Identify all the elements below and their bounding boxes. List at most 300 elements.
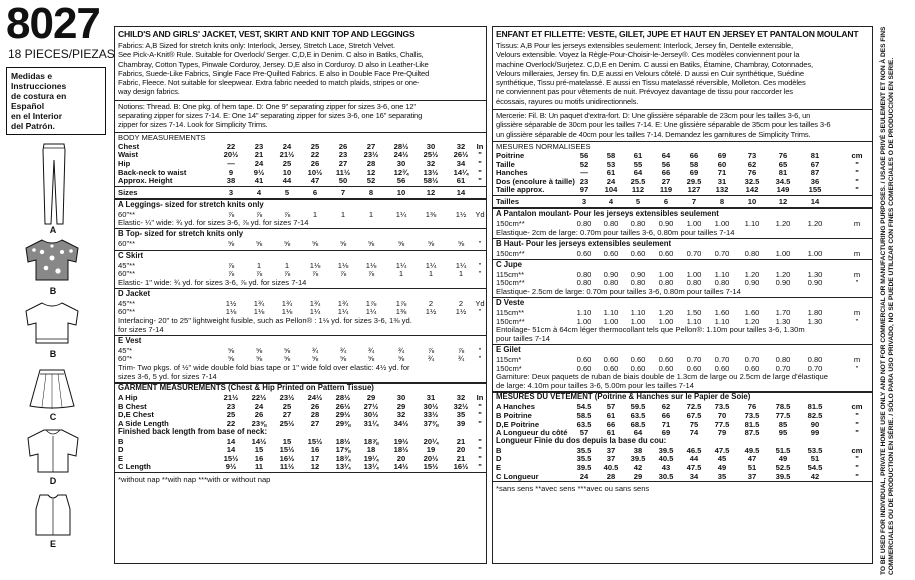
garment-measurement-row-cell: 25½ <box>279 418 295 428</box>
yardage-row-cell: 1.10 <box>714 316 730 326</box>
body-measurement-row-cell: 31 <box>717 176 727 186</box>
body-measurement-row-cell: 23 <box>254 141 264 151</box>
yardage-row-cell: 0.60 <box>576 355 592 364</box>
yardage-row-label: 150cm** <box>496 278 525 288</box>
tissus-text-line: machine Overlock/Surjetez. C,D,E en Denim. C aussi en Batiks, Étamine, Chambray, Cotonnades, <box>496 59 813 69</box>
finished-length-row-cell: 47.5 <box>714 445 730 455</box>
size-cell: 8 <box>368 187 374 197</box>
yardage-row-cell: 1.60 <box>714 308 730 318</box>
yardage-row-cell: 0.70 <box>686 248 702 258</box>
fabrics-text-line: Fabrics, Suede-Like Fabrics, Single Face Pre-Quilted Fabrics. E also in Double Face Pre-Quilted <box>118 68 430 78</box>
body-measurement-row-label: Waist <box>118 150 138 160</box>
yardage-row-label: 45"* <box>118 345 133 355</box>
garment-measurement-row-cell: 59.5 <box>630 402 646 412</box>
finished-length-row-cell: 37 <box>606 445 616 455</box>
finished-length-row-cell: 17 <box>310 453 320 463</box>
garment-measurement-row-cell: 73.5 <box>714 402 730 412</box>
yardage-row-cell: ⅝ <box>339 354 347 364</box>
body-measurement-row-cell: 12¾ <box>393 167 409 177</box>
body-measurements-title: MESURES NORMALISEES <box>496 142 591 151</box>
body-measurement-row-cell: 61 <box>633 151 643 160</box>
yardage-row-cell: 1¼ <box>395 209 407 219</box>
body-measurement-row-label: Back-neck to waist <box>118 167 187 177</box>
divider <box>115 186 486 187</box>
garment-measurement-row-cell: 75 <box>689 419 699 429</box>
garment-measurement-row-cell: 31¼ <box>363 418 379 428</box>
garment-measurement-row-cell: 66 <box>606 419 616 429</box>
yardage-row-cell: 0.70 <box>714 248 730 258</box>
yardage-row-label: 115cm* <box>496 355 522 364</box>
body-measurement-row-unit: " <box>478 158 482 168</box>
finished-length-row-cell: 19¼ <box>363 453 379 463</box>
body-measurement-row-cell: 76 <box>778 151 788 160</box>
yardage-row-cell: 1.20 <box>775 269 791 279</box>
yardage-row-unit: m <box>853 355 861 364</box>
yardage-row-cell: 0.60 <box>744 363 760 373</box>
yardage-row-cell: ⅝ <box>255 239 263 249</box>
garment-measurement-row-cell: 81.5 <box>807 402 823 412</box>
garment-measurement-row-cell: 54.5 <box>576 402 592 412</box>
yardage-section-head: A Leggings- sized for stretch knits only <box>118 199 264 209</box>
view-label: B <box>49 349 57 359</box>
body-measurement-row-cell: 27 <box>338 158 348 168</box>
yardage-row-cell: 1⅛ <box>337 260 349 270</box>
finished-length-row-cell: 43 <box>661 463 671 472</box>
yardage-row-cell: ⅞ <box>283 209 291 219</box>
yardage-row-cell: 1.10 <box>603 308 619 318</box>
body-measurement-row-cell: 64 <box>633 168 643 178</box>
yardage-row-unit: " <box>478 239 482 249</box>
body-measurement-row-cell: 81 <box>778 168 788 178</box>
size-cell: 5 <box>635 197 641 206</box>
garment-measurement-row-cell: 66 <box>661 411 671 420</box>
yardage-row-cell: 1.80 <box>807 308 823 318</box>
yardage-row-cell: 1¾ <box>281 298 293 308</box>
finished-length-row-cell: 18½ <box>393 445 409 455</box>
garment-measurement-row-cell: 30½ <box>363 410 379 420</box>
yardage-note: Elastic- ¼" wide: ¾ yd. for sizes 3-6, ⅞ yd. for sizes 7-14 <box>118 218 309 228</box>
size-cell: 4 <box>608 197 614 206</box>
garment-measurement-row-cell: 87.5 <box>744 428 760 438</box>
mercerie-text-line: glissière séparable de 30cm pour les tailles 7-14. E: Une glissière séparable de 35cm pour les tailles 3-6 <box>496 120 831 130</box>
garment-measurement-row-cell: 29 <box>396 401 406 411</box>
body-measurement-row-cell: 56 <box>661 159 671 169</box>
yardage-row-cell: 0.60 <box>714 363 730 373</box>
yardage-row-cell: ⅞ <box>339 269 347 279</box>
yardage-row-cell: 1⅛ <box>365 260 377 270</box>
yardage-row-cell: 0.80 <box>603 219 619 228</box>
yardage-section-head: B Top- sized for stretch knits only <box>118 229 244 239</box>
body-measurement-row-cell: 30 <box>396 158 406 168</box>
divider <box>115 288 486 289</box>
body-measurement-row-cell: 9½ <box>253 167 265 177</box>
mercerie-text-line: Mercerie: Fil. B: Un paquet d'extra-fort. D: Une glissière séparable de 23cm pour les tailles 3-6, un <box>496 111 811 121</box>
yardage-row-cell: 1.00 <box>686 219 702 228</box>
body-measurement-row-cell: 97 <box>579 185 589 195</box>
yardage-row-cell: 1½ <box>455 307 467 317</box>
body-measurement-row-cell: 65 <box>778 159 788 169</box>
spanish-note-box <box>6 67 106 135</box>
garment-measurement-row-cell: 78.5 <box>775 402 791 412</box>
yardage-row-cell: 1⅛ <box>309 260 321 270</box>
garment-measurement-row-cell: 61 <box>606 411 616 420</box>
garment-measurement-row-unit: In <box>476 393 484 403</box>
body-measurement-row-cell: 66 <box>689 151 699 160</box>
body-measurement-row-cell: 26½ <box>453 150 469 160</box>
divider <box>493 481 872 482</box>
body-measurement-row-cell: 24½ <box>393 150 409 160</box>
pattern-number: 8027 <box>6 0 100 48</box>
yardage-row-cell: 1.20 <box>744 316 760 326</box>
yardage-row-cell: 1.70 <box>775 308 791 318</box>
sizes-label: Tailles <box>496 197 520 206</box>
yardage-note: Interfacing- 20" to 25" lightweight fusible, such as Pellon® : 1⅛ yd. for sizes 3-6, 1⅜ yd. <box>118 316 412 325</box>
finished-length-row-cell: 14 <box>226 445 236 455</box>
body-measurement-row-cell: 69 <box>717 151 727 160</box>
finished-length-label: Finished back length from base of neck: <box>118 426 268 436</box>
fabrics-text-line: See Pick-A-Knit® Rule. Suitable for Overlock/ Serger. C,D,E in Denim. C also in Batiks, Challis, <box>118 50 424 60</box>
body-measurement-row-cell: 132 <box>715 185 729 195</box>
finished-length-row-cell: 51.5 <box>775 445 791 455</box>
finished-length-row-cell: 11 <box>254 462 264 472</box>
body-measurement-row-cell: 44 <box>282 176 292 186</box>
yardage-row-unit: Yd <box>475 298 485 308</box>
yardage-row-cell: 1 <box>256 260 262 270</box>
yardage-row-cell: ⅝ <box>397 354 405 364</box>
yardage-row-cell: 1.20 <box>775 219 791 228</box>
body-measurement-row-cell: 24 <box>606 176 616 186</box>
yardage-row-cell: 1.00 <box>714 219 730 228</box>
finished-length-row-cell: 20 <box>456 445 466 455</box>
yardage-note: Elastique- 2.5cm de large: 0.70m pour tailles 3-6, 0.80m pour tailles 7-14 <box>496 287 741 296</box>
body-measurement-row-unit: " <box>478 167 482 177</box>
body-measurement-row-cell: — <box>227 158 235 168</box>
yardage-row-cell: 1¼ <box>337 307 349 317</box>
size-cell: 10 <box>396 187 406 197</box>
body-measurement-row-cell: 62 <box>747 159 757 169</box>
yardage-row-cell: ⅝ <box>339 239 347 249</box>
size-cell: 8 <box>719 197 725 206</box>
garment-measurement-row-unit: " <box>855 411 859 420</box>
yardage-row-cell: 1.00 <box>658 269 674 279</box>
fabrics-text <box>118 41 429 97</box>
yardage-section-head: C Skirt <box>118 250 144 260</box>
body-measurement-row-cell: 21½ <box>279 150 295 160</box>
size-cell: 6 <box>663 197 669 206</box>
garment-measurement-row-cell: 62 <box>661 402 671 412</box>
finished-length-row-cell: 30.5 <box>658 471 674 481</box>
yardage-row-cell: 0.70 <box>744 355 760 364</box>
yardage-row-cell: 1 <box>340 209 346 219</box>
yardage-row-cell: 1⅜ <box>425 209 437 219</box>
view-label: C <box>49 412 57 422</box>
finished-length-row-cell: 44 <box>689 454 699 464</box>
finished-length-row-cell: 39.5 <box>658 445 674 455</box>
body-measurement-row-cell: 52 <box>579 159 589 169</box>
yardage-row-label: 115cm** <box>496 269 525 279</box>
garment-measurement-row-unit: " <box>855 428 859 438</box>
yardage-row-cell: 0.80 <box>576 219 592 228</box>
body-measurement-row-cell: 25 <box>310 141 320 151</box>
body-measurement-row-cell: 155 <box>808 185 822 195</box>
yardage-note: Elastique- 2cm de large: 0.70m pour tailles 3-6, 0.80m pour tailles 7-14 <box>496 227 735 237</box>
yardage-row-cell: 1.10 <box>686 316 702 326</box>
yardage-row-cell: ⅝ <box>283 345 291 355</box>
body-measurement-row-unit: " <box>855 159 859 169</box>
finished-length-row-cell: 51 <box>810 454 820 464</box>
yardage-row-label: 60"* <box>118 354 133 364</box>
yardage-row-cell: 0.60 <box>686 363 702 373</box>
garment-measurement-row-cell: 32 <box>396 410 406 420</box>
notions-text-line: zipper for sizes 7-14. Look for Simplicity Trims. <box>118 120 268 130</box>
finished-length-row-cell: 53.5 <box>807 445 823 455</box>
finished-length-row-cell: 21 <box>456 453 466 463</box>
finished-length-row-cell: 16½ <box>453 462 469 472</box>
yardage-row-cell: ⅞ <box>367 269 375 279</box>
yardage-row-cell: ⅝ <box>311 354 319 364</box>
yardage-row-cell: 1.00 <box>775 248 791 258</box>
finished-length-row-cell: 15½ <box>279 445 295 455</box>
garment-measurement-row-cell: 79 <box>717 428 727 438</box>
finished-length-row-label: C Longueur <box>496 471 539 481</box>
size-cell: 3 <box>228 187 234 197</box>
body-measurement-row <box>118 176 483 185</box>
yardage-row-cell: 1.00 <box>630 316 646 326</box>
garment-measurement-row-cell: 25 <box>282 401 292 411</box>
yardage-row-cell: 1 <box>458 269 464 279</box>
yardage-row-cell: ⅞ <box>311 269 319 279</box>
yardage-row-unit: " <box>478 269 482 279</box>
finished-length-row-cell: 42 <box>810 471 820 481</box>
spanish-note-line: Medidas e Instrucciones <box>11 71 67 92</box>
yardage-note: sizes 3-6, 5 yd. for sizes 7-14 <box>118 371 217 381</box>
yardage-row-cell: 1½ <box>455 209 467 219</box>
yardage-section-head: A Pantalon moulant- Pour les jerseys extensibles seulement <box>496 209 719 218</box>
yardage-row-cell: 1.20 <box>658 308 674 318</box>
size-cell: 14 <box>810 197 820 206</box>
body-measurement-row-cell: 149 <box>776 185 790 195</box>
yardage-row-label: 150cm* <box>496 363 522 373</box>
garment-measurement-row-cell: 30½ <box>423 401 439 411</box>
body-measurement-row-cell: — <box>580 168 588 178</box>
yardage-row-cell: 0.70 <box>775 363 791 373</box>
yardage-row-cell: 0.60 <box>630 363 646 373</box>
garment-measurement-row-cell: 27 <box>310 418 320 428</box>
body-measurement-row-cell: 58½ <box>423 176 439 186</box>
yardage-row-label: 115cm** <box>496 308 525 318</box>
yardage-note: Elastic- 1" wide: ¾ yd. for sizes 3-6, ⅞ yd. for sizes 7-14 <box>118 277 307 287</box>
body-measurement-row-cell: 12 <box>366 167 376 177</box>
divider <box>493 195 872 196</box>
yardage-row-cell: ⅞ <box>255 209 263 219</box>
finished-length-row-cell: 46.5 <box>686 445 702 455</box>
yardage-row-cell: 1.10 <box>714 269 730 279</box>
finished-length-row-cell: 39.5 <box>775 471 791 481</box>
yardage-row-cell: 1.60 <box>744 308 760 318</box>
garment-measurement-row-cell: 22 <box>226 418 236 428</box>
yardage-section-head: E Gilet <box>496 345 521 354</box>
yardage-row-cell: 0.70 <box>807 363 823 373</box>
body-measurement-row-cell: 23½ <box>363 150 379 160</box>
garment-measurement-row-cell: 30 <box>396 393 406 403</box>
body-measurement-row-cell: 127 <box>687 185 701 195</box>
finished-length-row-cell: 39.5 <box>630 454 646 464</box>
finished-length-row-cell: 49.5 <box>744 445 760 455</box>
body-measurement-row-label: Dos (encolure à taille) <box>496 176 575 186</box>
yardage-row-cell: 0.60 <box>658 363 674 373</box>
yardage-row-cell: ¾ <box>397 345 405 355</box>
yardage-row-cell: 0.80 <box>576 269 592 279</box>
body-measurement-row-cell: 10 <box>282 167 292 177</box>
garment-measurement-row-cell: 99 <box>810 428 820 438</box>
body-measurement-row-cell: 61 <box>606 168 616 178</box>
garment-measurement-row-cell: 27 <box>282 410 292 420</box>
yardage-row-cell: 0.80 <box>686 278 702 288</box>
yardage-row-cell: ⅞ <box>457 345 465 355</box>
yardage-row-cell: 0.60 <box>658 355 674 364</box>
body-measurement-row-cell: 58 <box>606 151 616 160</box>
spanish-note-line: del Patrón. <box>11 121 55 132</box>
tissus-text-line: Tissus: A,B Pour les jerseys extensibles seulement: Interlock, Jersey fin, Dentelle extensible, <box>496 41 793 50</box>
fabrics-text-line: way design fabrics. <box>118 87 180 97</box>
garment-measurement-row-cell: 33½ <box>423 410 439 420</box>
french-panel <box>492 26 873 564</box>
garment-measurement-row-cell: 77.5 <box>714 419 730 429</box>
body-measurement-row-cell: 73 <box>747 151 757 160</box>
garment-measurement-row-cell: 57 <box>606 402 616 412</box>
size-cell: 10 <box>747 197 757 206</box>
yardage-row-cell: 1⅞ <box>395 298 407 308</box>
finished-length-row-cell: 15 <box>282 436 292 446</box>
finished-length-row-cell: 14 <box>226 436 236 446</box>
garment-measurement-row-cell: 28 <box>310 410 320 420</box>
finished-length-row-cell: 17⅝ <box>335 445 351 455</box>
view-b-plain-top-drawing <box>22 301 82 345</box>
garment-measurement-row-cell: 70 <box>717 411 727 420</box>
garment-measurement-row-unit: cm <box>851 402 863 412</box>
yardage-row-label: 150cm** <box>496 248 525 258</box>
garment-measurement-row-cell: 68.5 <box>630 419 646 429</box>
yardage-row-cell: 1.00 <box>686 269 702 279</box>
body-measurement-row-cell: 22 <box>226 141 236 151</box>
garment-measurement-row-unit: " <box>478 418 482 428</box>
yardage-row-cell: 0.70 <box>714 355 730 364</box>
garment-measurement-row-unit: " <box>478 410 482 420</box>
footnote: *sans sens **avec sens ***avec ou sans sens <box>496 484 650 494</box>
body-measurement-row-cell: 9 <box>228 167 234 177</box>
finished-length-row-unit: " <box>855 454 859 464</box>
finished-length-row-cell: 11½ <box>279 462 295 472</box>
body-measurement-row-cell: 56 <box>396 176 406 186</box>
garment-measurement-row-unit: " <box>478 401 482 411</box>
body-measurement-row-cell: 23 <box>338 150 348 160</box>
yardage-section-head: B Haut- Pour les jerseys extensibles seulement <box>496 238 672 248</box>
garment-measurement-row-cell: 85 <box>778 419 788 429</box>
yardage-row-cell: ¾ <box>457 354 465 364</box>
body-measurement-row-cell: 11½ <box>335 167 351 177</box>
garment-measurement-row-cell: 26 <box>310 401 320 411</box>
finished-length-row-cell: 28 <box>606 471 616 481</box>
garment-measurement-row-cell: 58.5 <box>576 411 592 420</box>
yardage-note: Trim- Two pkgs. of ½" wide double fold bias tape or 1" wide fold over elastic: 4½ yd. for <box>118 362 410 372</box>
garment-measurement-row-label: A Hanches <box>496 402 535 412</box>
body-measurement-row-cell: 71 <box>717 168 727 178</box>
body-measurements-title: BODY MEASUREMENTS <box>118 132 206 142</box>
legal-line: COMMERCIALES OU DE PRODUCTION EN SÉRIE. / SÓLO PARA USO PRIVADO, NO SE PUEDE UTILIZAR CON FINES COMERCIALES O DE PRODUCCIÓN EN SERIE. <box>887 57 895 575</box>
yardage-row-cell: 1¾ <box>253 298 265 308</box>
yardage-row-cell: 0.90 <box>744 278 760 288</box>
yardage-row-unit: " <box>478 260 482 270</box>
body-measurement-row-cell: 25½ <box>423 150 439 160</box>
finished-length-row-cell: 29 <box>633 471 643 481</box>
yardage-row-cell: ¾ <box>311 345 319 355</box>
yardage-row <box>118 239 483 248</box>
finished-length-row-cell: 9½ <box>225 462 237 472</box>
yardage-row-cell: ¾ <box>427 354 435 364</box>
yardage-row-cell: 1½ <box>425 307 437 317</box>
yardage-row-cell: ⅝ <box>255 345 263 355</box>
divider <box>493 259 872 260</box>
yardage-row-cell: ⅝ <box>283 239 291 249</box>
finished-length-row-cell: 19½ <box>393 436 409 446</box>
finished-length-row-unit: " <box>478 445 482 455</box>
body-measurement-row-unit: " <box>855 176 859 186</box>
garment-measurement-row-cell: 77.5 <box>775 411 791 420</box>
yardage-row-label: 60"** <box>118 269 136 279</box>
body-measurement-row-label: Taille approx. <box>496 185 545 195</box>
body-measurement-row-label: Hanches <box>496 168 528 178</box>
finished-length-row-cell: 24 <box>579 471 589 481</box>
finished-length-row-cell: 16 <box>254 453 264 463</box>
body-measurement-row-cell: 21 <box>254 150 264 160</box>
yardage-row-cell: ⅝ <box>227 239 235 249</box>
yardage-row-cell: 1.20 <box>744 269 760 279</box>
yardage-row-cell: ⅝ <box>311 239 319 249</box>
finished-length-row-cell: 37 <box>747 471 757 481</box>
yardage-row-cell: 1.30 <box>807 316 823 326</box>
yardage-row-cell: 1.10 <box>630 308 646 318</box>
garment-measurement-row-cell: 63.5 <box>576 419 592 429</box>
body-measurement-row-unit: " <box>478 150 482 160</box>
garment-measurement-row-cell: 73.5 <box>744 411 760 420</box>
english-panel <box>114 26 487 564</box>
tissus-text <box>496 41 813 106</box>
size-cell: 12 <box>778 197 788 206</box>
divider <box>493 109 872 110</box>
finished-length-row-label: B <box>118 436 124 446</box>
garment-measurement-row-cell: 22½ <box>251 393 267 403</box>
garment-measurement-row-cell: 67.5 <box>686 411 702 420</box>
finished-length-row-label: C Length <box>118 462 151 472</box>
tissus-text-line: Velours milleraies, Jersey fin. D,E aussi en Velours côtelé. D aussi en Cuir synthétique, Suédine <box>496 68 804 78</box>
garment-measurement-row-cell: 34½ <box>393 418 409 428</box>
yardage-row-cell: 0.80 <box>744 248 760 258</box>
body-measurement-row-cell: 52 <box>366 176 376 186</box>
spanish-note-line: de costura en Español <box>11 91 67 112</box>
yardage-row-cell: 0.90 <box>603 269 619 279</box>
finished-length-row-cell: 21 <box>456 436 466 446</box>
yardage-row-cell: 1¼ <box>365 307 377 317</box>
yardage-row-cell: 1½ <box>225 298 237 308</box>
garment-measurement-row-label: B Poitrine <box>496 411 532 420</box>
yardage-row-label: 60"** <box>118 209 136 219</box>
notions-text <box>118 102 422 130</box>
yardage-row-cell: 1⅞ <box>365 298 377 308</box>
garment-measurement-row-cell: 24½ <box>307 393 323 403</box>
garment-measurement-row-cell: 72.5 <box>686 402 702 412</box>
yardage-row-cell: 1.10 <box>576 308 592 318</box>
garment-measurement-row-label: D,E Chest <box>118 410 154 420</box>
